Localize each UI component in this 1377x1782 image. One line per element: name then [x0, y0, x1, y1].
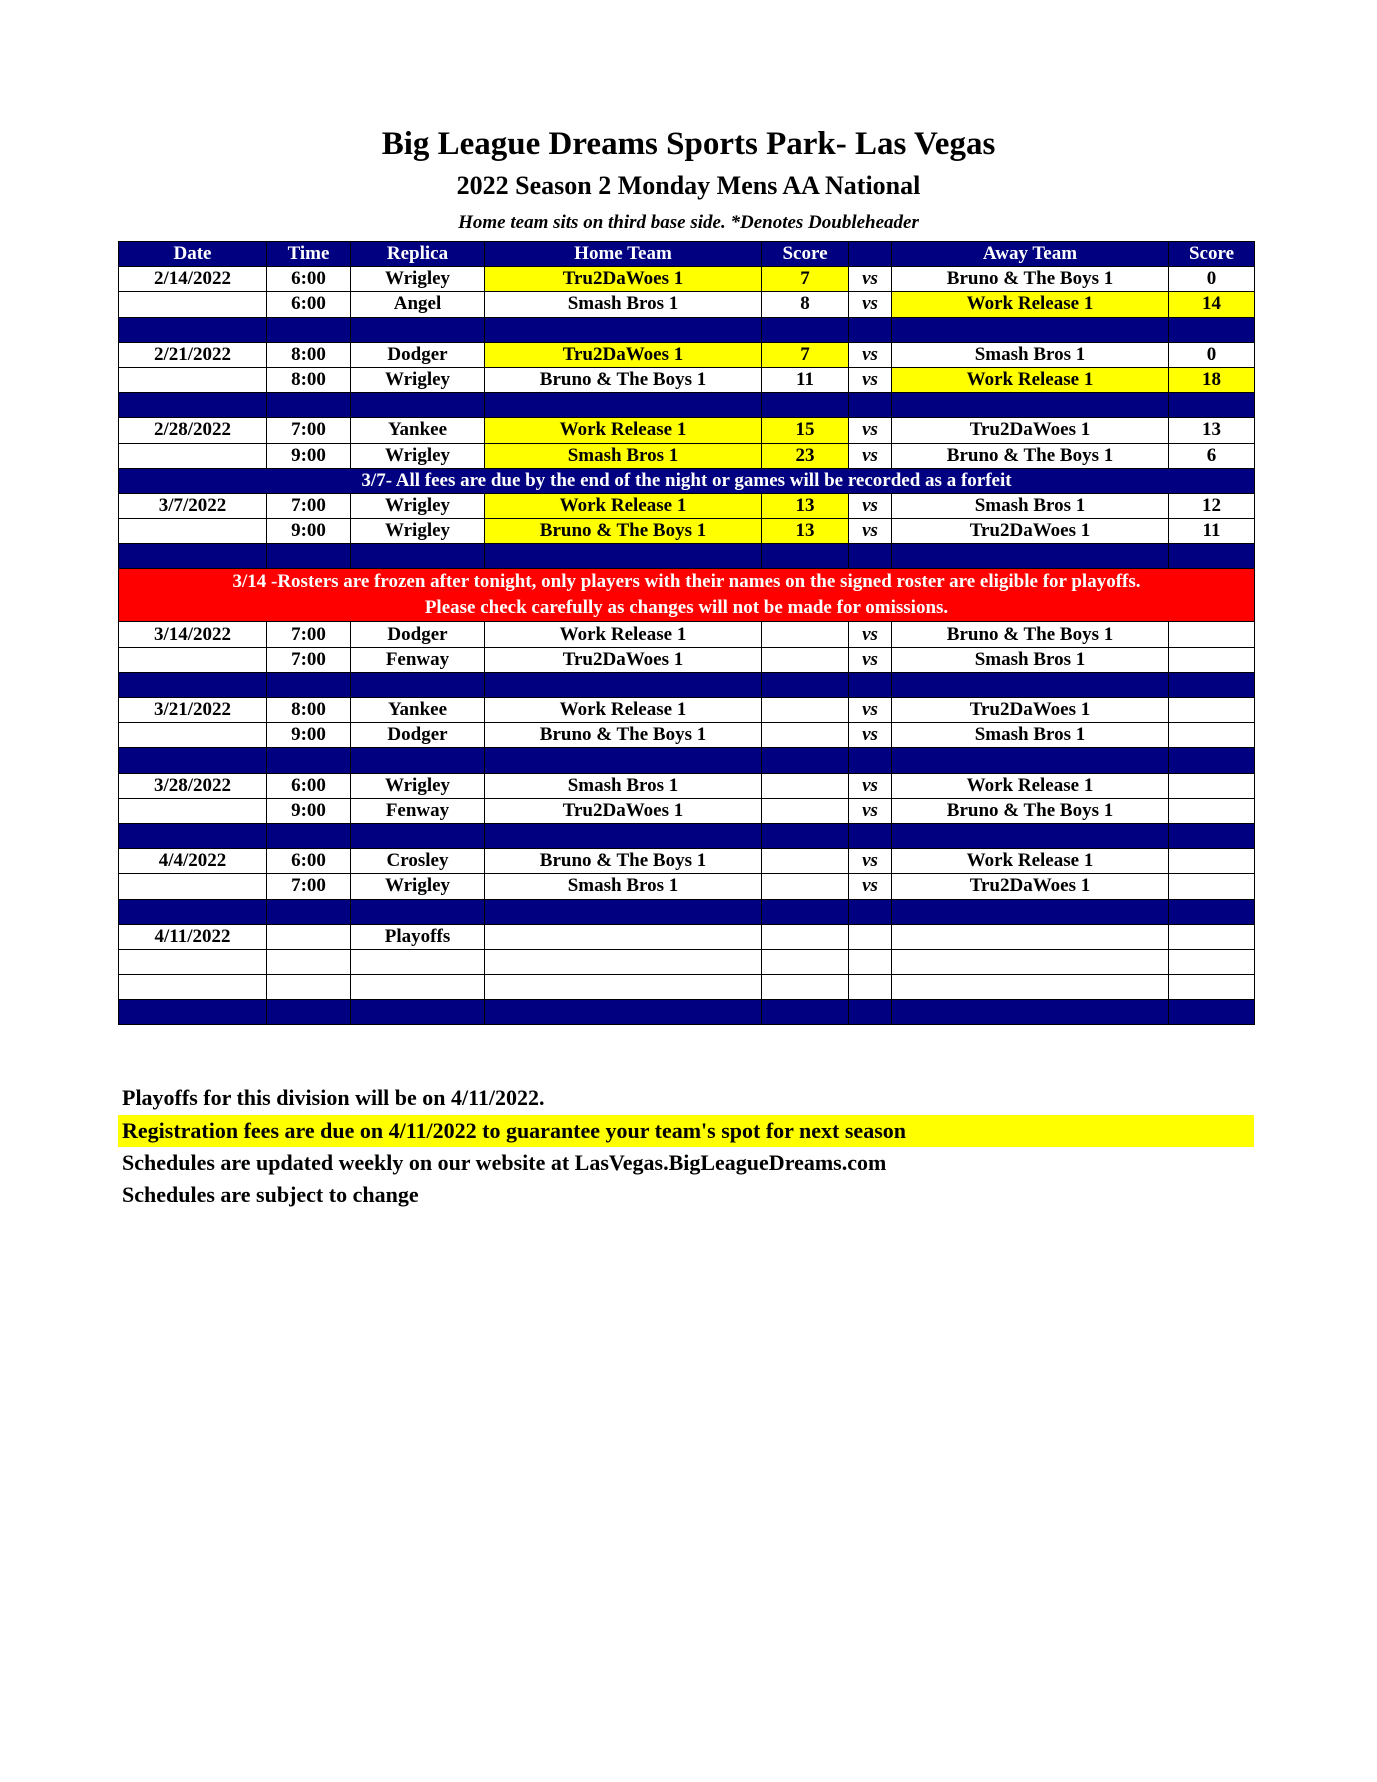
home-score-cell: 13 [762, 519, 849, 544]
schedule-table [118, 241, 1255, 1025]
away-score-cell [1169, 698, 1255, 723]
time-cell: 9:00 [267, 798, 351, 823]
time-cell: 6:00 [267, 292, 351, 317]
away-team-cell: Work Release 1 [892, 773, 1169, 798]
time-cell: 7:00 [267, 647, 351, 672]
home-score-cell [762, 647, 849, 672]
time-cell: 6:00 [267, 849, 351, 874]
away-score-cell [1169, 849, 1255, 874]
date-cell: 3/21/2022 [119, 698, 267, 723]
date-cell: 3/28/2022 [119, 773, 267, 798]
table-row [119, 798, 1255, 823]
vs-cell: vs [849, 267, 892, 292]
replica-cell: Wrigley [351, 267, 485, 292]
away-score-cell [1169, 622, 1255, 647]
date-cell [119, 647, 267, 672]
home-team-cell: Smash Bros 1 [485, 292, 762, 317]
separator-row [119, 393, 1255, 418]
home-score-cell: 7 [762, 267, 849, 292]
date-cell: 3/7/2022 [119, 493, 267, 518]
replica-cell: Yankee [351, 418, 485, 443]
replica-cell: Dodger [351, 622, 485, 647]
table-row [119, 849, 1255, 874]
replica-cell: Dodger [351, 723, 485, 748]
home-score-cell [762, 874, 849, 899]
time-cell: 9:00 [267, 443, 351, 468]
replica-cell: Wrigley [351, 874, 485, 899]
home-score-cell [762, 723, 849, 748]
away-score-cell [1169, 874, 1255, 899]
registration-note: Registration fees are due on 4/11/2022 to guarantee your team's spot for next season [118, 1115, 1254, 1147]
date-cell [119, 874, 267, 899]
vs-cell: vs [849, 647, 892, 672]
replica-cell: Wrigley [351, 367, 485, 392]
home-score-cell [762, 622, 849, 647]
away-team-cell: Tru2DaWoes 1 [892, 874, 1169, 899]
time-cell: 7:00 [267, 418, 351, 443]
empty-row [119, 949, 1255, 974]
vs-cell: vs [849, 493, 892, 518]
website-note: Schedules are updated weekly on our website at LasVegas.BigLeagueDreams.com [122, 1150, 887, 1175]
home-score-cell: 8 [762, 292, 849, 317]
home-score-cell: 11 [762, 367, 849, 392]
separator-row [119, 823, 1255, 848]
time-cell: 7:00 [267, 874, 351, 899]
replica-cell: Wrigley [351, 443, 485, 468]
table-row [119, 874, 1255, 899]
vs-cell: vs [849, 773, 892, 798]
roster-alert-text [119, 569, 1255, 622]
col-home-team: Home Team [485, 242, 762, 267]
home-score-cell: 15 [762, 418, 849, 443]
date-cell: 3/14/2022 [119, 622, 267, 647]
replica-cell: Yankee [351, 698, 485, 723]
table-row [119, 698, 1255, 723]
date-cell [119, 519, 267, 544]
col-home-score: Score [762, 242, 849, 267]
replica-cell: Angel [351, 292, 485, 317]
vs-cell [849, 924, 892, 949]
vs-cell: vs [849, 292, 892, 317]
home-team-cell: Work Release 1 [485, 493, 762, 518]
home-score-cell [762, 773, 849, 798]
col-date: Date [119, 242, 267, 267]
home-score-cell [762, 698, 849, 723]
roster-alert-line1: 3/14 -Rosters are frozen after tonight, only players with their names on the signed roster are eligible for playoffs. [232, 571, 1141, 593]
vs-cell: vs [849, 622, 892, 647]
date-cell: 2/28/2022 [119, 418, 267, 443]
empty-row [119, 975, 1255, 1000]
replica-cell: Playoffs [351, 924, 485, 949]
away-team-cell: Tru2DaWoes 1 [892, 698, 1169, 723]
away-score-cell: 0 [1169, 342, 1255, 367]
table-row [119, 773, 1255, 798]
page-subtitle: 2022 Season 2 Monday Mens AA National [456, 171, 921, 200]
away-score-cell: 18 [1169, 367, 1255, 392]
home-team-cell: Smash Bros 1 [485, 874, 762, 899]
fees-banner [119, 468, 1255, 493]
home-team-cell: Tru2DaWoes 1 [485, 647, 762, 672]
time-cell: 6:00 [267, 267, 351, 292]
away-team-cell: Work Release 1 [892, 292, 1169, 317]
home-team-cell [485, 924, 762, 949]
date-cell: 4/11/2022 [119, 924, 267, 949]
table-row [119, 367, 1255, 392]
away-score-cell: 0 [1169, 267, 1255, 292]
home-team-cell: Bruno & The Boys 1 [485, 849, 762, 874]
table-row [119, 443, 1255, 468]
away-score-cell: 11 [1169, 519, 1255, 544]
time-cell: 9:00 [267, 723, 351, 748]
away-score-cell: 14 [1169, 292, 1255, 317]
away-score-cell [1169, 773, 1255, 798]
table-row [119, 342, 1255, 367]
fees-banner-text: 3/7- All fees are due by the end of the night or games will be recorded as a forfeit [119, 468, 1255, 493]
home-team-cell: Tru2DaWoes 1 [485, 267, 762, 292]
table-row [119, 418, 1255, 443]
away-team-cell: Work Release 1 [892, 849, 1169, 874]
home-score-cell: 23 [762, 443, 849, 468]
home-score-cell [762, 849, 849, 874]
home-score-cell: 7 [762, 342, 849, 367]
time-cell: 7:00 [267, 493, 351, 518]
vs-cell: vs [849, 698, 892, 723]
separator-row [119, 672, 1255, 697]
vs-cell: vs [849, 418, 892, 443]
table-row [119, 292, 1255, 317]
vs-cell: vs [849, 849, 892, 874]
col-vs [849, 242, 892, 267]
away-team-cell: Smash Bros 1 [892, 647, 1169, 672]
away-team-cell: Smash Bros 1 [892, 342, 1169, 367]
vs-cell: vs [849, 367, 892, 392]
away-team-cell: Tru2DaWoes 1 [892, 418, 1169, 443]
table-row [119, 647, 1255, 672]
date-cell: 2/14/2022 [119, 267, 267, 292]
away-team-cell: Work Release 1 [892, 367, 1169, 392]
away-score-cell [1169, 798, 1255, 823]
away-team-cell: Tru2DaWoes 1 [892, 519, 1169, 544]
time-cell [267, 924, 351, 949]
vs-cell: vs [849, 519, 892, 544]
away-score-cell [1169, 924, 1255, 949]
home-score-cell: 13 [762, 493, 849, 518]
table-header [119, 242, 1255, 267]
away-team-cell [892, 924, 1169, 949]
time-cell: 6:00 [267, 773, 351, 798]
home-team-cell: Bruno & The Boys 1 [485, 723, 762, 748]
date-cell [119, 292, 267, 317]
change-note: Schedules are subject to change [122, 1182, 419, 1207]
home-team-cell: Work Release 1 [485, 418, 762, 443]
time-cell: 9:00 [267, 519, 351, 544]
away-team-cell: Bruno & The Boys 1 [892, 267, 1169, 292]
date-cell [119, 443, 267, 468]
away-score-cell: 6 [1169, 443, 1255, 468]
time-cell: 8:00 [267, 342, 351, 367]
home-score-cell [762, 924, 849, 949]
col-away-score: Score [1169, 242, 1255, 267]
roster-alert-line2: Please check carefully as changes will not be made for omissions. [424, 597, 949, 619]
col-time: Time [267, 242, 351, 267]
page-note: Home team sits on third base side. *Denotes Doubleheader [458, 212, 919, 233]
away-team-cell: Bruno & The Boys 1 [892, 443, 1169, 468]
replica-cell: Wrigley [351, 493, 485, 518]
away-score-cell: 13 [1169, 418, 1255, 443]
replica-cell: Wrigley [351, 519, 485, 544]
vs-cell: vs [849, 723, 892, 748]
col-away-team: Away Team [892, 242, 1169, 267]
page-title: Big League Dreams Sports Park- Las Vegas [381, 126, 996, 162]
vs-cell: vs [849, 874, 892, 899]
away-score-cell [1169, 723, 1255, 748]
separator-row [119, 544, 1255, 569]
home-team-cell: Tru2DaWoes 1 [485, 798, 762, 823]
table-row [119, 519, 1255, 544]
home-team-cell: Bruno & The Boys 1 [485, 367, 762, 392]
away-team-cell: Smash Bros 1 [892, 723, 1169, 748]
col-replica: Replica [351, 242, 485, 267]
replica-cell: Fenway [351, 647, 485, 672]
separator-row [119, 1000, 1255, 1025]
time-cell: 8:00 [267, 698, 351, 723]
vs-cell: vs [849, 443, 892, 468]
away-team-cell: Bruno & The Boys 1 [892, 798, 1169, 823]
replica-cell: Dodger [351, 342, 485, 367]
time-cell: 8:00 [267, 367, 351, 392]
vs-cell: vs [849, 798, 892, 823]
separator-row [119, 899, 1255, 924]
home-team-cell: Bruno & The Boys 1 [485, 519, 762, 544]
table-row [119, 723, 1255, 748]
home-team-cell: Smash Bros 1 [485, 443, 762, 468]
separator-row [119, 748, 1255, 773]
time-cell: 7:00 [267, 622, 351, 647]
date-cell [119, 798, 267, 823]
table-row [119, 493, 1255, 518]
table-row [119, 267, 1255, 292]
home-team-cell: Work Release 1 [485, 622, 762, 647]
date-cell [119, 367, 267, 392]
table-row [119, 924, 1255, 949]
home-score-cell [762, 798, 849, 823]
vs-cell: vs [849, 342, 892, 367]
home-team-cell: Smash Bros 1 [485, 773, 762, 798]
away-team-cell: Smash Bros 1 [892, 493, 1169, 518]
date-cell: 4/4/2022 [119, 849, 267, 874]
replica-cell: Crosley [351, 849, 485, 874]
replica-cell: Fenway [351, 798, 485, 823]
playoffs-note: Playoffs for this division will be on 4/11/2022. [122, 1085, 545, 1110]
home-team-cell: Work Release 1 [485, 698, 762, 723]
date-cell: 2/21/2022 [119, 342, 267, 367]
away-score-cell: 12 [1169, 493, 1255, 518]
home-team-cell: Tru2DaWoes 1 [485, 342, 762, 367]
separator-row [119, 317, 1255, 342]
table-row [119, 622, 1255, 647]
replica-cell: Wrigley [351, 773, 485, 798]
date-cell [119, 723, 267, 748]
away-team-cell: Bruno & The Boys 1 [892, 622, 1169, 647]
roster-alert-banner [119, 569, 1255, 622]
away-score-cell [1169, 647, 1255, 672]
